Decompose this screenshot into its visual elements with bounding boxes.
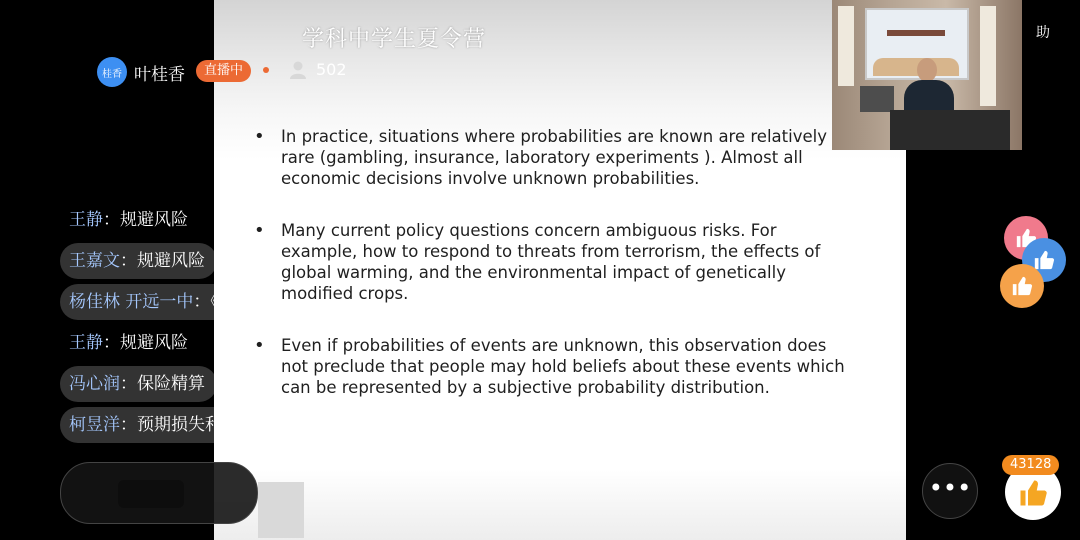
chat-text: 保险精算 (137, 374, 205, 394)
host-avatar[interactable]: 桂香 (97, 57, 127, 87)
chat-user-name[interactable]: 冯心润 (69, 374, 120, 394)
slide-bottom-snippet (258, 482, 304, 538)
chat-user-name[interactable]: 柯昱洋 (69, 415, 120, 435)
viewer-person-icon (288, 60, 308, 80)
room-title: 学科中学生夏令营 (302, 27, 487, 52)
chat-text: 规避风险 (120, 210, 188, 230)
chat-separator: ： (193, 292, 211, 312)
slide-fade (214, 470, 906, 540)
chat-message (60, 202, 200, 238)
presentation-slide (214, 0, 906, 540)
host-name[interactable]: 叶桂香 (134, 65, 185, 85)
slide-bullet-list (254, 126, 894, 429)
comment-input-placeholder (118, 480, 184, 508)
chat-message (60, 366, 217, 402)
chat-message (60, 325, 200, 361)
presenter-camera-view[interactable] (832, 0, 1022, 150)
chat-message (60, 284, 265, 320)
chat-message (60, 407, 302, 443)
chat-text: 规避风险 (120, 333, 188, 353)
chat-separator: ： (120, 251, 137, 271)
chat-separator: ： (120, 415, 137, 435)
slide-bullet: • Many current policy questions concern ambiguous risks. For example, how to respond to threats from terrorism, the effects of global warming, and the environmental impact of genetically modified crops. (254, 220, 894, 304)
screen-title-bar (887, 30, 945, 36)
thumbs-up-icon (1017, 478, 1049, 508)
screen-decoration (873, 58, 959, 76)
chat-text: 预期损失和预期收益 (137, 415, 290, 435)
live-dot-icon (263, 67, 269, 73)
chat-separator: ： (103, 210, 120, 230)
chat-user-name[interactable]: 王静 (69, 210, 103, 230)
live-status-badge: 直播中 (196, 60, 251, 82)
wall-scroll (838, 6, 854, 86)
chat-separator: ： (120, 374, 137, 394)
corner-label: 助 (1036, 25, 1050, 41)
like-count-badge: 43128 (1002, 455, 1059, 475)
chat-user-name[interactable]: 王嘉文 (69, 251, 120, 271)
presenter-head (917, 58, 937, 82)
chat-list (60, 202, 302, 448)
slide-bullet: • Even if probabilities of events are unknown, this observation does not preclude that people may hold beliefs about these events which can be represented by a subjective probability distribution. (254, 335, 894, 398)
chat-message (60, 243, 217, 279)
desk (890, 110, 1010, 150)
desk-monitor (860, 86, 894, 112)
chat-user-name[interactable]: 杨佳林 开远一中 (69, 292, 194, 312)
chat-user-name[interactable]: 王静 (69, 333, 103, 353)
chat-text: 规避风险 (137, 251, 205, 271)
chat-text: 《赌》 (210, 292, 253, 312)
floating-like-icon (1000, 264, 1044, 308)
chat-separator: ： (103, 333, 120, 353)
slide-bullet: • In practice, situations where probabilities are known are relatively rare (gambling, insurance, laboratory experiments ). Almost all economic decisions involve unknown probabilities. (254, 126, 894, 189)
more-options-button[interactable]: ••• (922, 463, 978, 519)
wall-scroll (980, 6, 996, 106)
viewer-count: 502 (316, 60, 347, 79)
